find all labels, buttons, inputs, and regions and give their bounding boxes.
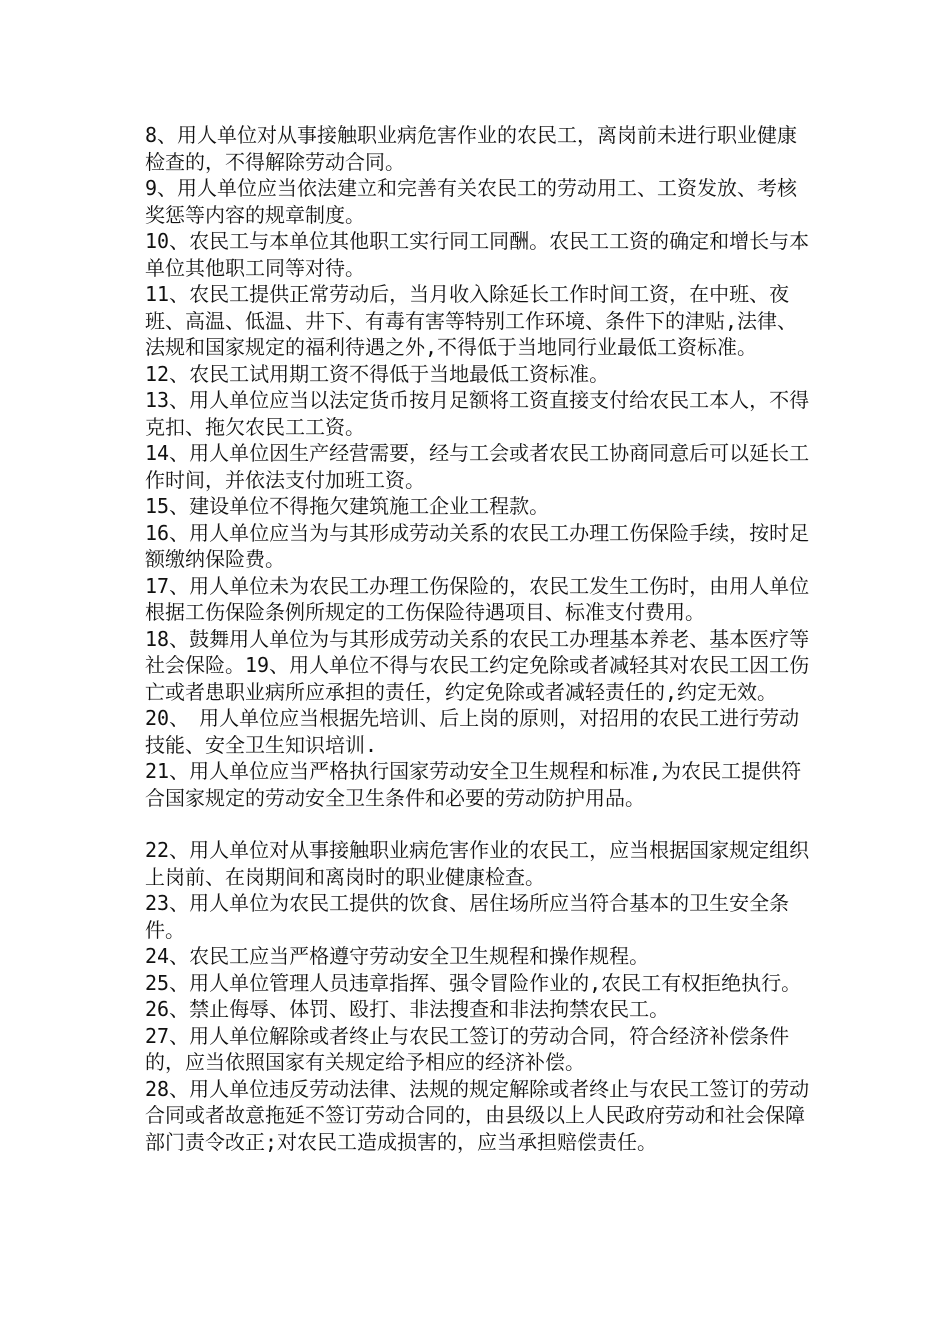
paragraph-item-21: 21、用人单位应当严格执行国家劳动安全卫生规程和标准,为农民工提供符合国家规定的劳动安全卫生条件和必要的劳动防护用品。 xyxy=(145,759,802,810)
paragraph-item-18-19: 18、鼓舞用人单位为与其形成劳动关系的农民工办理基本养老、基本医疗等社会保险。19、用人单位不得与农民工约定免除或者减轻其对农民工因工伤亡或者患职业病所应承担的责任，约定免除或者减轻责任的,约定无效。 xyxy=(145,626,810,704)
paragraph-item-14: 14、用人单位因生产经营需要，经与工会或者农民工协商同意后可以延长工作时间，并依法支付加班工资。 xyxy=(145,441,810,492)
paragraph-item-11: 11、农民工提供正常劳动后，当月收入除延长工作时间工资，在中班、夜班、高温、低温、井下、有毒有害等特别工作环境、条件下的津贴,法律、法规和国家规定的福利待遇之外,不得低于当地同行业最低工资标准。 xyxy=(145,282,798,359)
paragraph-item-16: 16、用人单位应当为与其形成劳动关系的农民工办理工伤保险手续，按时足额缴纳保险费。 xyxy=(145,520,810,571)
paragraph-item-22: 22、用人单位对从事接触职业病危害作业的农民工，应当根据国家规定组织上岗前、在岗期间和离岗时的职业健康检查。 xyxy=(145,838,810,889)
paragraph-item-27: 27、用人单位解除或者终止与农民工签订的劳动合同，符合经济补偿条件的，应当依照国家有关规定给予相应的经济补偿。 xyxy=(145,1023,790,1074)
paragraph-item-20: 20、 用人单位应当根据先培训、后上岗的原则，对招用的农民工进行劳动技能、安全卫生知识培训. xyxy=(145,706,800,757)
paragraph-item-8: 8、用人单位对从事接触职业病危害作业的农民工，离岗前未进行职业健康检查的，不得解除劳动合同。 xyxy=(145,123,798,174)
paragraph-item-13: 13、用人单位应当以法定货币按月足额将工资直接支付给农民工本人，不得克扣、拖欠农民工工资。 xyxy=(145,388,810,439)
paragraph-item-10: 10、农民工与本单位其他职工实行同工同酬。农民工工资的确定和增长与本单位其他职工同等对待。 xyxy=(145,229,810,280)
paragraph-item-9: 9、用人单位应当依法建立和完善有关农民工的劳动用工、工资发放、考核奖惩等内容的规章制度。 xyxy=(145,176,798,227)
paragraph-item-24: 24、农民工应当严格遵守劳动安全卫生规程和操作规程。 xyxy=(145,944,650,968)
paragraph-item-23: 23、用人单位为农民工提供的饮食、居住场所应当符合基本的卫生安全条件。 xyxy=(145,891,790,942)
document-page xyxy=(145,122,810,1155)
paragraph-item-26: 26、禁止侮辱、体罚、殴打、非法搜查和非法拘禁农民工。 xyxy=(145,997,670,1021)
paragraph-item-28: 28、用人单位违反劳动法律、法规的规定解除或者终止与农民工签订的劳动合同或者故意拖延不签订劳动合同的，由县级以上人民政府劳动和社会保障部门责令改正;对农民工造成损害的，应当承担赔偿责任。 xyxy=(145,1076,810,1154)
paragraph-item-25: 25、用人单位管理人员违章指挥、强令冒险作业的,农民工有权拒绝执行。 xyxy=(145,970,802,995)
paragraph-item-17: 17、用人单位未为农民工办理工伤保险的，农民工发生工伤时，由用人单位根据工伤保险条例所规定的工伤保险待遇项目、标准支付费用。 xyxy=(145,573,810,624)
paragraph-item-12: 12、农民工试用期工资不得低于当地最低工资标准。 xyxy=(145,361,610,386)
paragraph-item-15: 15、建设单位不得拖欠建筑施工企业工程款。 xyxy=(145,494,550,518)
